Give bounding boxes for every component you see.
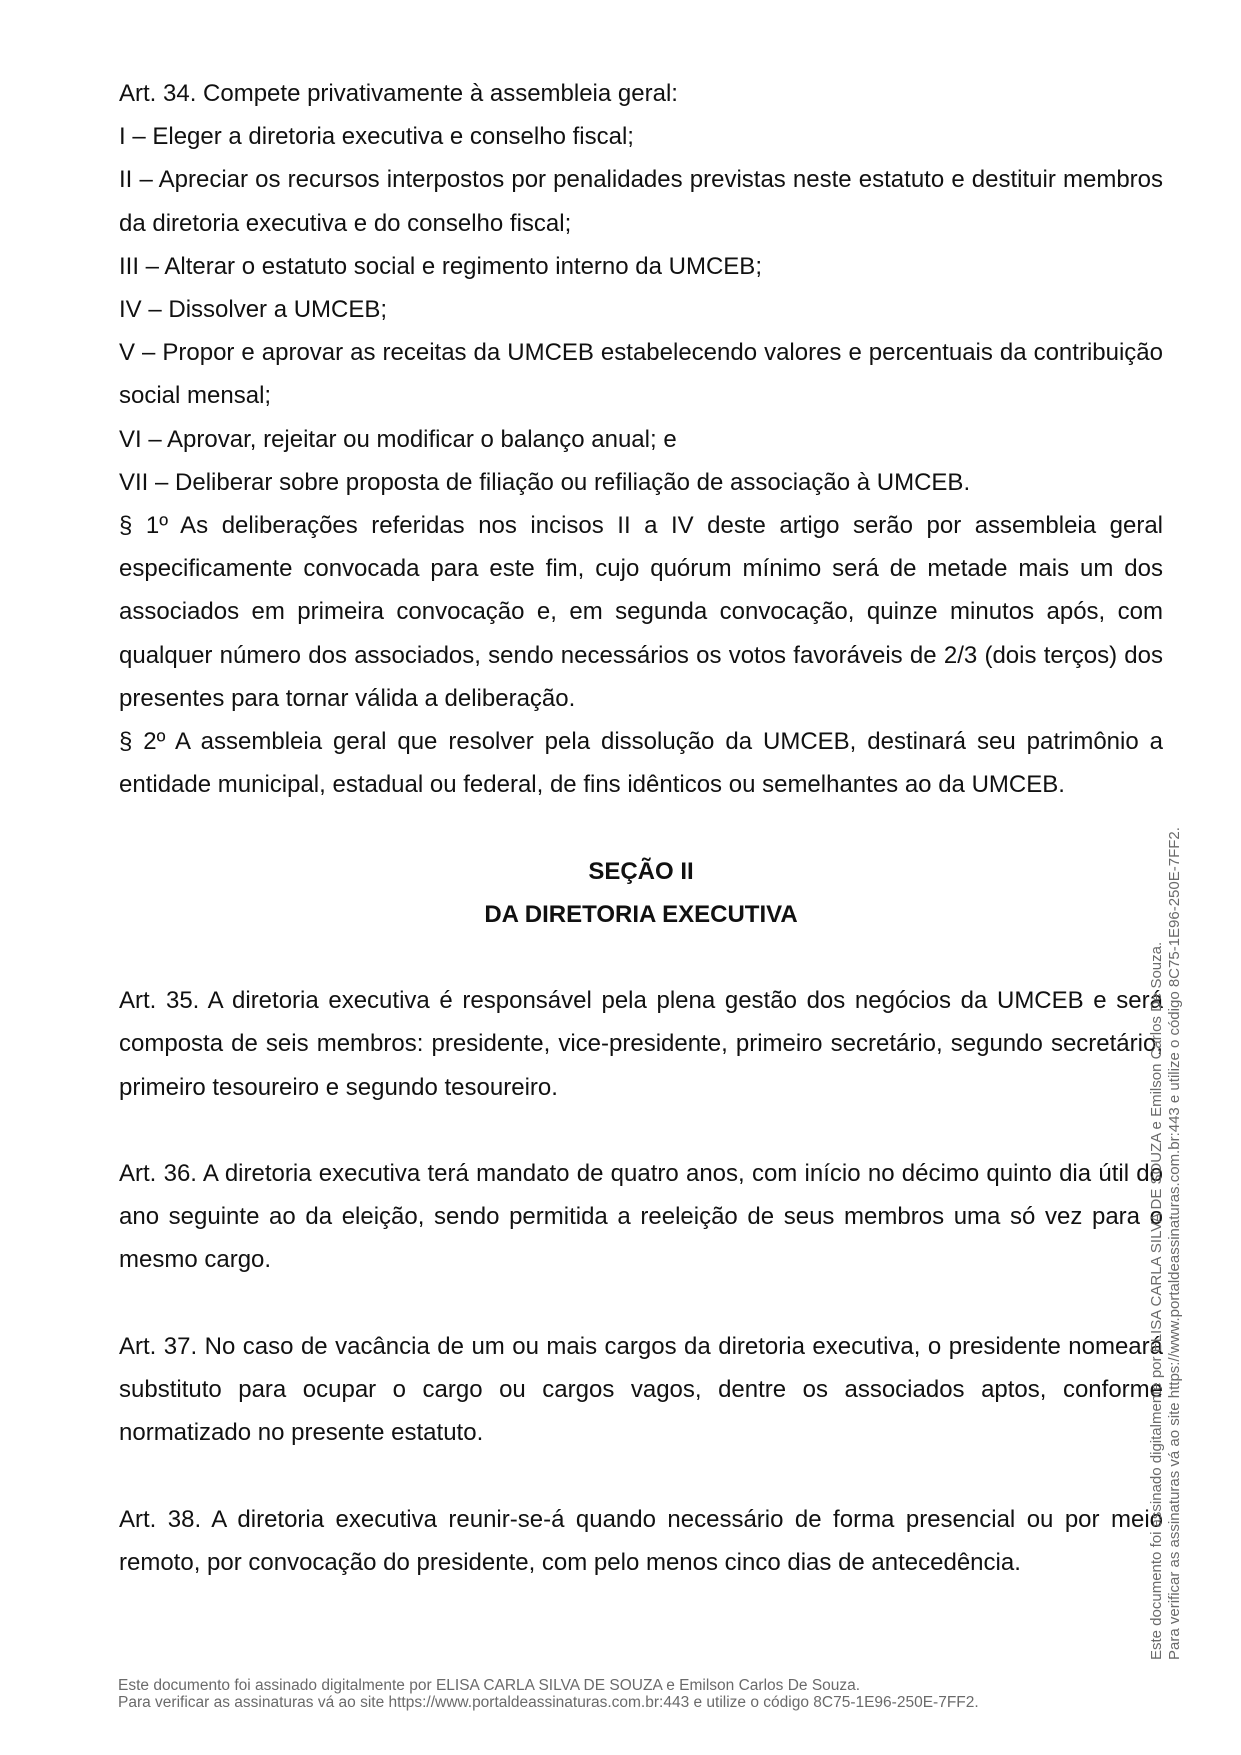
art34-caput: Art. 34. Compete privativamente à assembleia geral:: [119, 80, 678, 107]
art34-paragraph-2: § 2º A assembleia geral que resolver pela dissolução da UMCEB, destinará seu patrimônio a entidade municipal, estadual ou federal, de fins idênticos ou semelhantes ao da UMCEB.: [119, 728, 1163, 799]
art36: Art. 36. A diretoria executiva terá mandato de quatro anos, com início no décimo quinto dia útil do ano seguinte ao da eleição, sendo permitida a reeleição de seus membros uma só vez para o mesmo cargo.: [119, 1160, 1163, 1274]
art34-paragraph-1: § 1º As deliberações referidas nos incisos II a IV deste artigo serão por assembleia geral especificamente convocada para este fim, cujo quórum mínimo será de metade mais um dos associados em primeira convocação e, em segunda convocação, quinze minutos após, com qualquer número dos associados, sendo necessários os votos favoráveis de 2/3 (dois terços) dos presentes para tornar válida a deliberação.: [119, 512, 1163, 712]
footer-stamp-line-2: Para verificar as assinaturas vá ao site https://www.portaldeassinaturas.com.br:443 e utilize o código 8C75-1E96-250E-7FF2.: [118, 1694, 979, 1711]
spacer: [119, 1454, 1163, 1497]
art34-inciso-ii: II – Apreciar os recursos interpostos por penalidades previstas neste estatuto e destituir membros da diretoria executiva e do conselho fiscal;: [119, 166, 1163, 237]
footer-signature-stamp: [118, 1677, 1118, 1711]
vertical-stamp-line-2: Para verificar as assinaturas vá ao site https://www.portaldeassinaturas.com.br:443 e utilize o código 8C75-1E96-250E-7FF2.: [1166, 827, 1183, 1660]
spacer: [119, 1282, 1163, 1325]
spacer: [119, 806, 1163, 849]
art34-inciso-iv: IV – Dissolver a UMCEB;: [119, 296, 388, 324]
spacer: [119, 936, 1163, 979]
document-body: [119, 72, 1163, 1584]
art35: Art. 35. A diretoria executiva é responsável pela plena gestão dos negócios da UMCEB e será composta de seis membros: presidente, vice-presidente, primeiro secretário, segundo secretário, primeiro tesoureiro e segundo tesoureiro.: [119, 987, 1163, 1101]
section-title: DA DIRETORIA EXECUTIVA: [484, 900, 798, 928]
art38: Art. 38. A diretoria executiva reunir-se-á quando necessário de forma presencial ou por meio remoto, por convocação do presidente, com pelo menos cinco dias de antecedência.: [119, 1505, 1163, 1576]
art34-inciso-vii: VII – Deliberar sobre proposta de filiação ou refiliação de associação à UMCEB.: [119, 468, 971, 496]
art34-inciso-iii: III – Alterar o estatuto social e regimento interno da UMCEB;: [119, 252, 762, 280]
spacer: [119, 1109, 1163, 1152]
art34-inciso-vi: VI – Aprovar, rejeitar ou modificar o balanço anual; e: [119, 425, 677, 453]
art34-inciso-v: V – Propor e aprovar as receitas da UMCEB estabelecendo valores e percentuais da contribuição social mensal;: [119, 339, 1163, 410]
vertical-signature-stamp: [1148, 700, 1184, 1660]
footer-stamp-line-1: Este documento foi assinado digitalmente por ELISA CARLA SILVA DE SOUZA e Emilson Carlos De Souza.: [118, 1677, 861, 1694]
art34-inciso-i: I – Eleger a diretoria executiva e conselho fiscal;: [119, 123, 634, 151]
art37: Art. 37. No caso de vacância de um ou mais cargos da diretoria executiva, o presidente nomeará substituto para ocupar o cargo ou cargos vagos, dentre os associados aptos, conforme normatizado no presente estatuto.: [119, 1332, 1163, 1447]
vertical-stamp-line-1: Este documento foi assinado digitalmente por ELISA CARLA SILVA DE SOUZA e Emilson Carlos De Souza.: [1148, 941, 1165, 1660]
section-number: SEÇÃO II: [588, 857, 694, 885]
